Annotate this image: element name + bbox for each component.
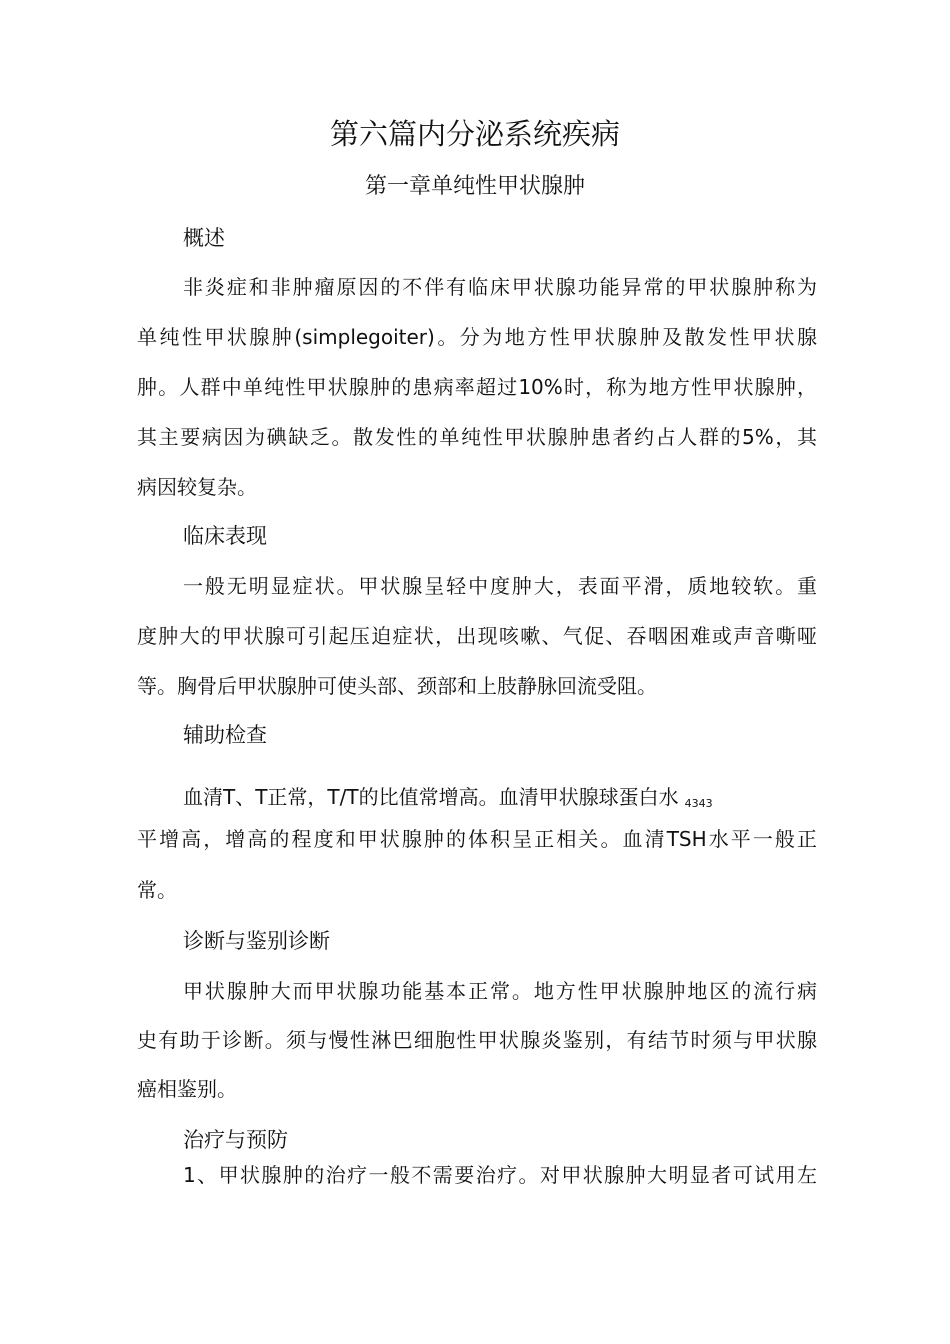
paragraph-line-with-subscript bbox=[183, 782, 713, 819]
paragraph-line: 史有助于诊断。须与慢性淋巴细胞性甲状腺炎鉴别，有结节时须与甲状腺 bbox=[137, 1028, 817, 1052]
paragraph-text: 血清T、T正常，T/T的比值常增高。血清甲状腺球蛋白水 bbox=[183, 785, 679, 809]
section-heading-treatment: 治疗与预防 bbox=[183, 1128, 288, 1152]
part-title: 第六篇内分泌系统疾病 bbox=[329, 117, 620, 151]
paragraph-line: 非炎症和非肿瘤原因的不伴有临床甲状腺功能异常的甲状腺肿称为 bbox=[183, 275, 817, 299]
section-heading-overview: 概述 bbox=[183, 226, 225, 250]
paragraph-line: 1、甲状腺肿的治疗一般不需要治疗。对甲状腺肿大明显者可试用左 bbox=[183, 1163, 817, 1187]
section-heading-clinical: 临床表现 bbox=[183, 524, 267, 548]
paragraph-line: 其主要病因为碘缺乏。散发性的单纯性甲状腺肿患者约占人群的5%，其 bbox=[137, 425, 817, 449]
paragraph-line: 平增高，增高的程度和甲状腺肿的体积呈正相关。血清TSH水平一般正 bbox=[137, 827, 817, 851]
section-heading-diagnosis: 诊断与鉴别诊断 bbox=[183, 929, 330, 953]
paragraph-line: 肿。人群中单纯性甲状腺肿的患病率超过10%时，称为地方性甲状腺肿， bbox=[137, 375, 817, 399]
paragraph-line: 甲状腺肿大而甲状腺功能基本正常。地方性甲状腺肿地区的流行病 bbox=[183, 979, 817, 1003]
paragraph-line: 等。胸骨后甲状腺肿可使头部、颈部和上肢静脉回流受阻。 bbox=[137, 674, 657, 698]
paragraph-line: 一般无明显症状。甲状腺呈轻中度肿大，表面平滑，质地较软。重 bbox=[183, 574, 817, 598]
paragraph-line: 常。 bbox=[137, 878, 177, 902]
chapter-title: 第一章单纯性甲状腺肿 bbox=[364, 174, 585, 199]
paragraph-line: 度肿大的甲状腺可引起压迫症状，出现咳嗽、气促、吞咽困难或声音嘶哑 bbox=[137, 624, 817, 648]
paragraph-line: 癌相鉴别。 bbox=[137, 1077, 237, 1101]
paragraph-line: 单纯性甲状腺肿(simplegoiter)。分为地方性甲状腺肿及散发性甲状腺 bbox=[137, 325, 817, 349]
paragraph-line: 病因较复杂。 bbox=[137, 475, 257, 499]
subscript-indices: 4343 bbox=[684, 797, 713, 810]
section-heading-exam: 辅助检查 bbox=[183, 723, 267, 747]
